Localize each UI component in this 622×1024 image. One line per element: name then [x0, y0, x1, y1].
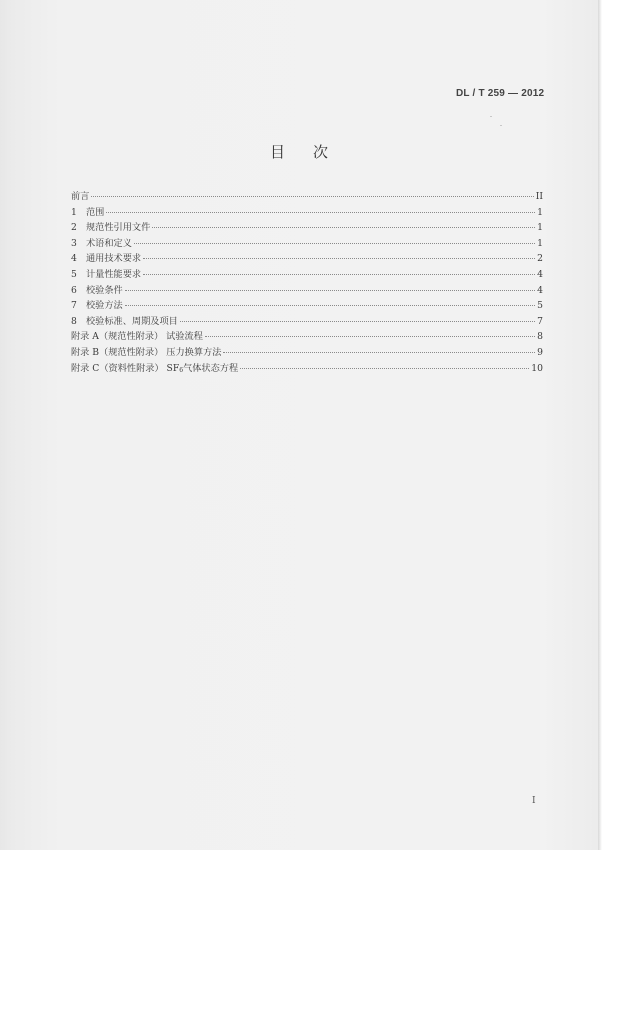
toc-entry-3[interactable]: [71, 236, 543, 252]
toc-page: 9: [537, 346, 543, 358]
toc-label: [71, 361, 238, 379]
toc-leader: [180, 321, 535, 322]
title-char-2: 次: [313, 143, 329, 161]
toc-leader: [125, 290, 535, 291]
toc-page: 1: [537, 206, 543, 218]
toc-page: 2: [537, 253, 543, 265]
title-char-1: 目: [269, 143, 285, 161]
toc-entry-5[interactable]: [71, 267, 543, 283]
toc-leader: [152, 227, 535, 228]
toc-label: 通用技术要求: [86, 253, 142, 265]
toc-entry-8[interactable]: [71, 314, 543, 330]
toc-label: 规范性引用文件: [86, 222, 151, 234]
toc-leader: [106, 212, 535, 213]
toc-leader: [91, 196, 533, 197]
toc-entry-7[interactable]: [71, 298, 543, 314]
toc-page: 4: [537, 284, 543, 296]
toc-entry-appendix-a[interactable]: [71, 329, 543, 345]
toc-label: 附录 A（规范性附录） 试验流程: [71, 331, 203, 343]
toc-number: 8: [71, 315, 77, 327]
toc-number: 3: [71, 237, 77, 249]
document-code: DL / T 259 — 2012: [456, 88, 545, 99]
toc-number: 1: [71, 206, 77, 218]
scan-speck: [490, 116, 492, 117]
toc-label: 校验标准、周期及项目: [86, 315, 178, 327]
toc-page: 10: [531, 362, 543, 374]
toc-entry-foreword[interactable]: [71, 189, 543, 205]
toc-leader: [143, 258, 535, 259]
toc-page: 7: [537, 315, 543, 327]
toc-entry-6[interactable]: [71, 283, 543, 299]
toc-label-subscript: 6: [179, 366, 184, 374]
page-number: I: [532, 796, 536, 806]
toc-page: II: [535, 191, 543, 202]
toc-entry-appendix-b[interactable]: [71, 345, 543, 361]
toc-page: 5: [537, 300, 543, 312]
scan-speck: [500, 125, 502, 126]
toc-entry-4[interactable]: [71, 251, 543, 267]
toc-label-suffix: 气体状态方程: [183, 362, 239, 374]
toc-number: 7: [71, 300, 77, 312]
toc-page: 4: [537, 268, 543, 280]
toc-leader: [125, 305, 535, 306]
toc-number: 2: [71, 222, 77, 234]
toc-leader: [240, 368, 529, 369]
toc-page: 1: [537, 237, 543, 249]
toc-page: 1: [537, 222, 543, 234]
toc-label: 校验条件: [86, 284, 123, 296]
page-title: [0, 141, 598, 162]
toc-leader: [134, 243, 535, 244]
toc-number: 6: [71, 284, 77, 296]
toc-entry-1[interactable]: [71, 205, 543, 221]
toc-label: 前言: [71, 191, 90, 202]
toc-number: 4: [71, 253, 77, 265]
toc-label: 校验方法: [86, 300, 123, 312]
toc-leader: [223, 352, 535, 353]
toc-page: 8: [537, 331, 543, 343]
toc-entry-appendix-c[interactable]: [71, 361, 543, 377]
table-of-contents: [71, 189, 543, 376]
toc-number: 5: [71, 268, 77, 280]
toc-label: 计量性能要求: [86, 268, 142, 280]
toc-leader: [143, 274, 535, 275]
toc-label: 范围: [86, 206, 105, 218]
toc-leader: [205, 336, 535, 337]
toc-entry-2[interactable]: [71, 220, 543, 236]
toc-label: 附录 B（规范性附录） 压力换算方法: [71, 346, 222, 358]
toc-label-prefix: 附录 C（资料性附录） SF: [71, 362, 180, 374]
toc-label: 术语和定义: [86, 237, 132, 249]
